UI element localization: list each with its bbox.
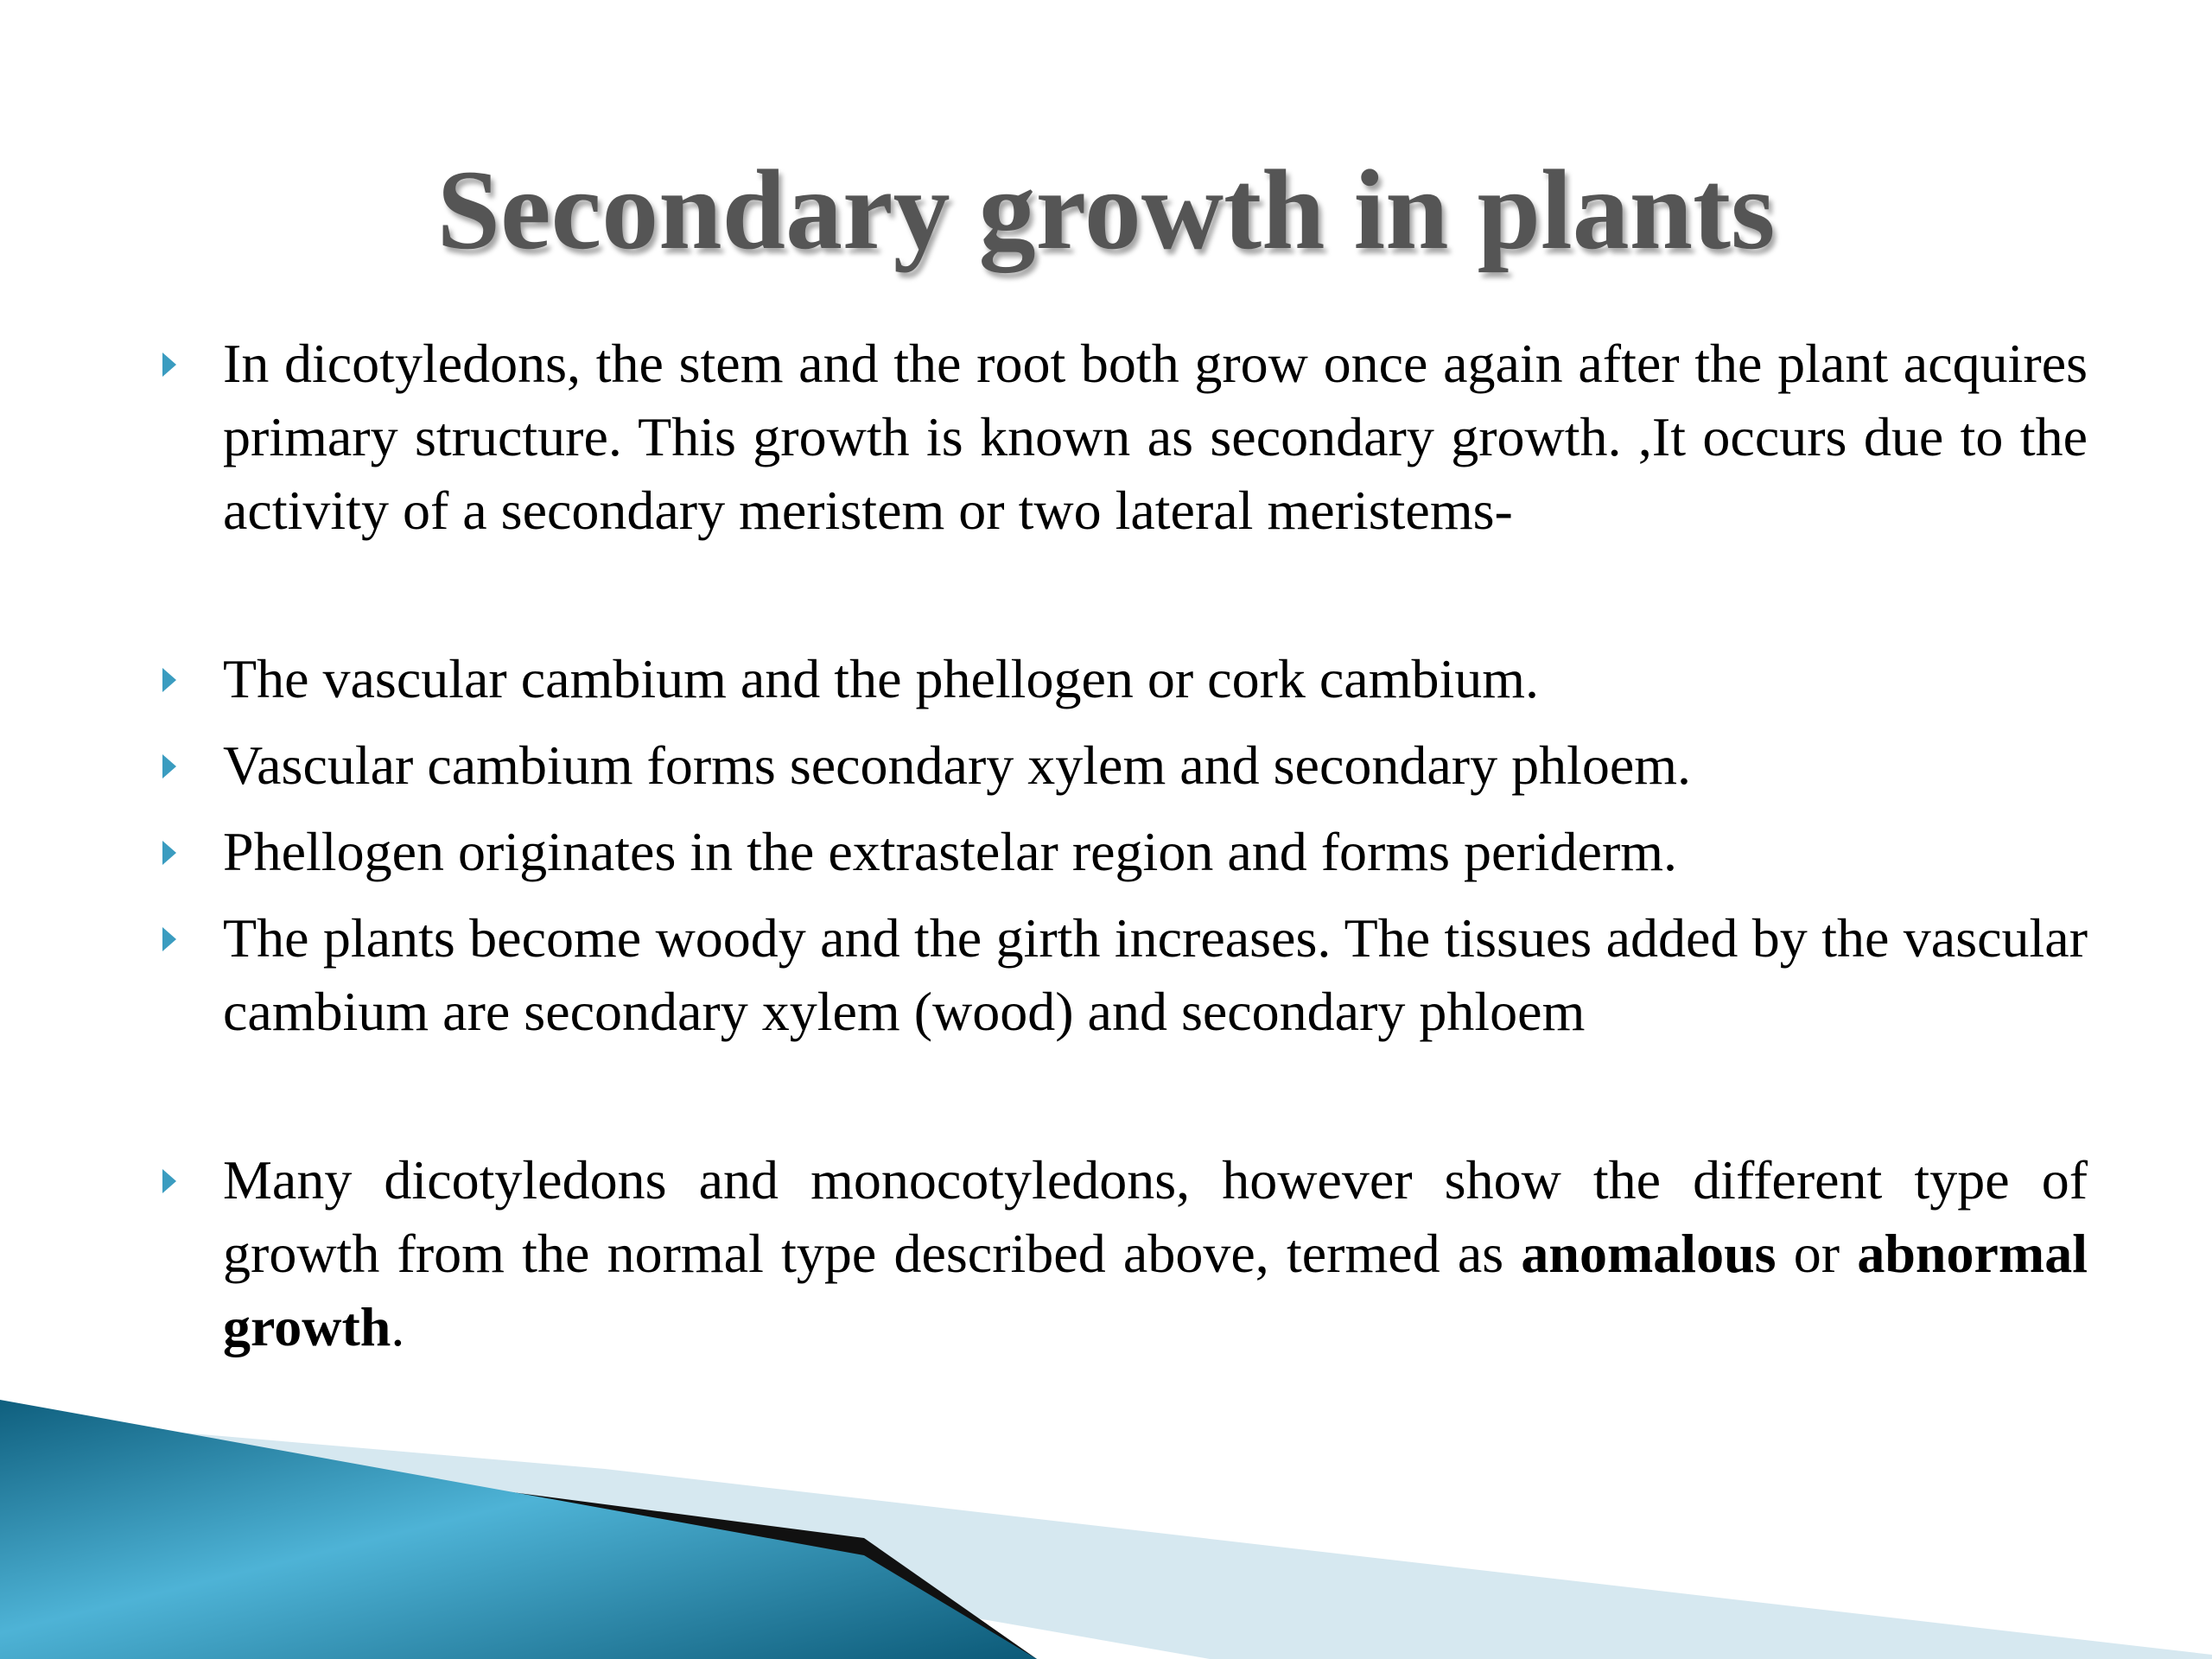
triangle-bullet-icon xyxy=(162,754,176,779)
triangle-bullet-icon xyxy=(162,353,176,377)
triangle-bullet-icon xyxy=(162,927,176,951)
bullet-item-6 xyxy=(154,1143,2088,1363)
bullet-text: The vascular cambium and the phellogen or cork cambium. xyxy=(223,648,1540,709)
bullet-item-1 xyxy=(154,327,2088,547)
bullet-text-part: Many dicotyledons and monocotyledons, however show the different type of growth from the normal type described above, termed as xyxy=(223,1149,2088,1284)
bold-term-anomalous: anomalous xyxy=(1521,1223,1777,1284)
bold-term-abnormal-growth: abnormal growth xyxy=(223,1223,2088,1357)
bullet-text: Phellogen originates in the extrastelar region and forms periderm. xyxy=(223,821,1678,882)
bullet-text: Vascular cambium forms secondary xylem and secondary phloem. xyxy=(223,734,1692,796)
triangle-bullet-icon xyxy=(162,668,176,692)
bullet-item-2 xyxy=(154,642,2088,715)
bullet-text xyxy=(223,1149,2088,1357)
bullet-item-3 xyxy=(154,728,2088,802)
triangle-bullet-icon xyxy=(162,841,176,865)
bullet-text: In dicotyledons, the stem and the root both grow once again after the plant acquires primary structure. This growth is known as secondary growth. ,It occurs due to the activity of a secondary meristem or two lateral meristems- xyxy=(223,333,2088,541)
bullet-text: The plants become woody and the girth increases. The tissues added by the vascular cambium are secondary xylem (wood) and secondary phloem xyxy=(223,907,2088,1042)
slide-title: Secondary growth in plants xyxy=(436,146,1776,273)
bullet-item-4 xyxy=(154,815,2088,888)
triangle-bullet-icon xyxy=(162,1169,176,1193)
bullet-item-5 xyxy=(154,901,2088,1048)
bullet-list xyxy=(154,327,2088,1363)
bullet-text-part: . xyxy=(391,1296,405,1357)
bullet-text-part: or xyxy=(1776,1223,1858,1284)
